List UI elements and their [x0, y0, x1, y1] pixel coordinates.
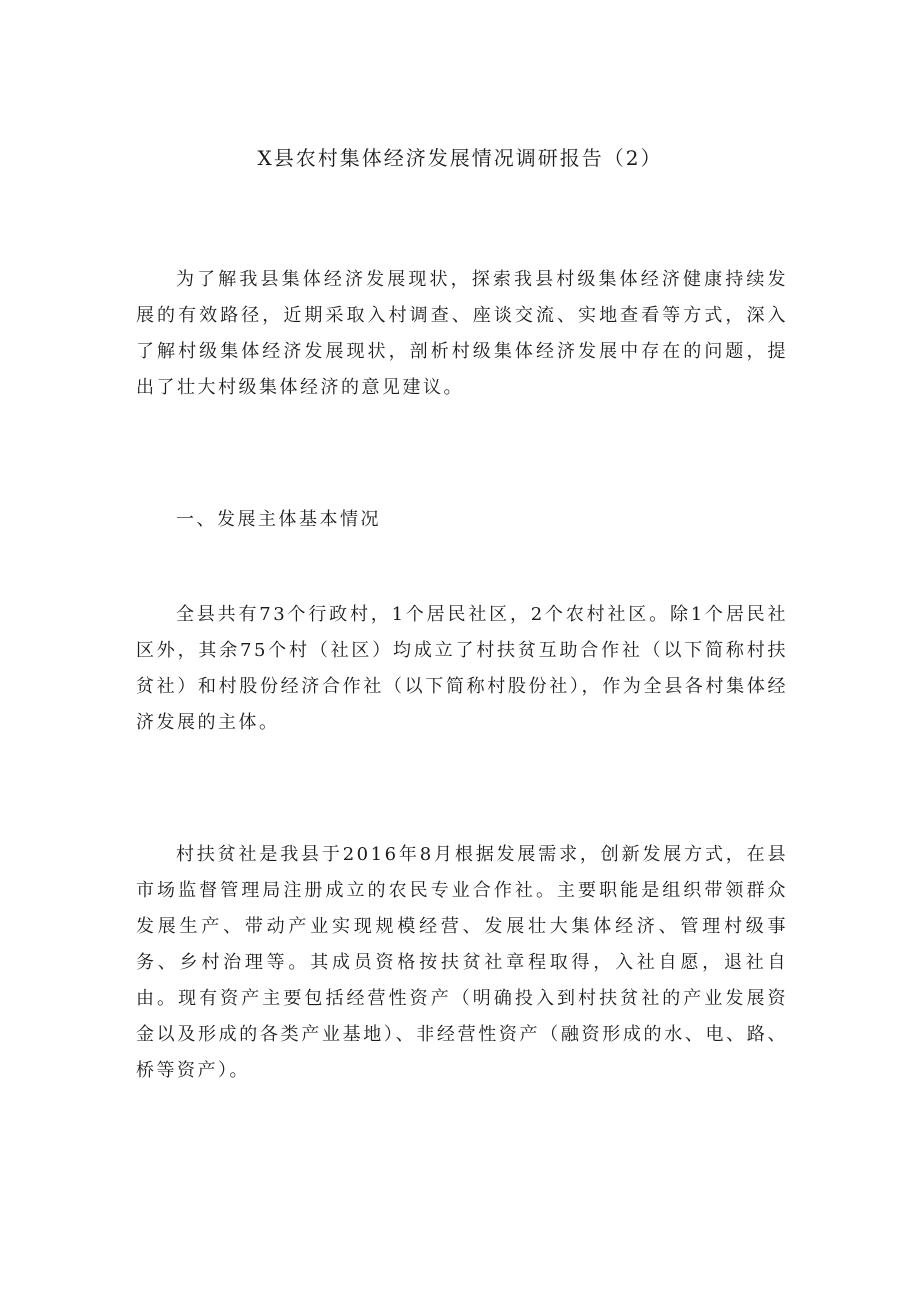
body-paragraph: 村扶贫社是我县于2016年8月根据发展需求，创新发展方式，在县市场监督管理局注册成立的农民专业合作社。主要职能是组织带领群众发展生产、带动产业实现规模经营、发展壮大集体经济、管理村级事务、乡村治理等。其成员资格按扶贫社章程取得，入社自愿，退社自由。现有资产主要包括经营性资产（明确投入到村扶贫社的产业发展资金以及形成的各类产业基地）、非经营性资产（融资形成的水、电、路、桥等资产）。	[136, 844, 788, 1081]
body-paragraph: 全县共有73个行政村，1个居民社区，2个农村社区。除1个居民社区外，其余75个村（社区）均成立了村扶贫互助合作社（以下简称村扶贫社）和村股份经济合作社（以下简称村股份社），作为全县各村集体经济发展的主体。	[136, 604, 788, 733]
document-title: X县农村集体经济发展情况调研报告（2）	[257, 146, 663, 170]
section-heading: 一、发展主体基本情况	[176, 509, 381, 530]
intro-paragraph: 为了解我县集体经济发展现状，探索我县村级集体经济健康持续发展的有效路径，近期采取入村调查、座谈交流、实地查看等方式，深入了解村级集体经济发展现状，剖析村级集体经济发展中存在的问题，提出了壮大村级集体经济的意见建议。	[136, 269, 788, 398]
